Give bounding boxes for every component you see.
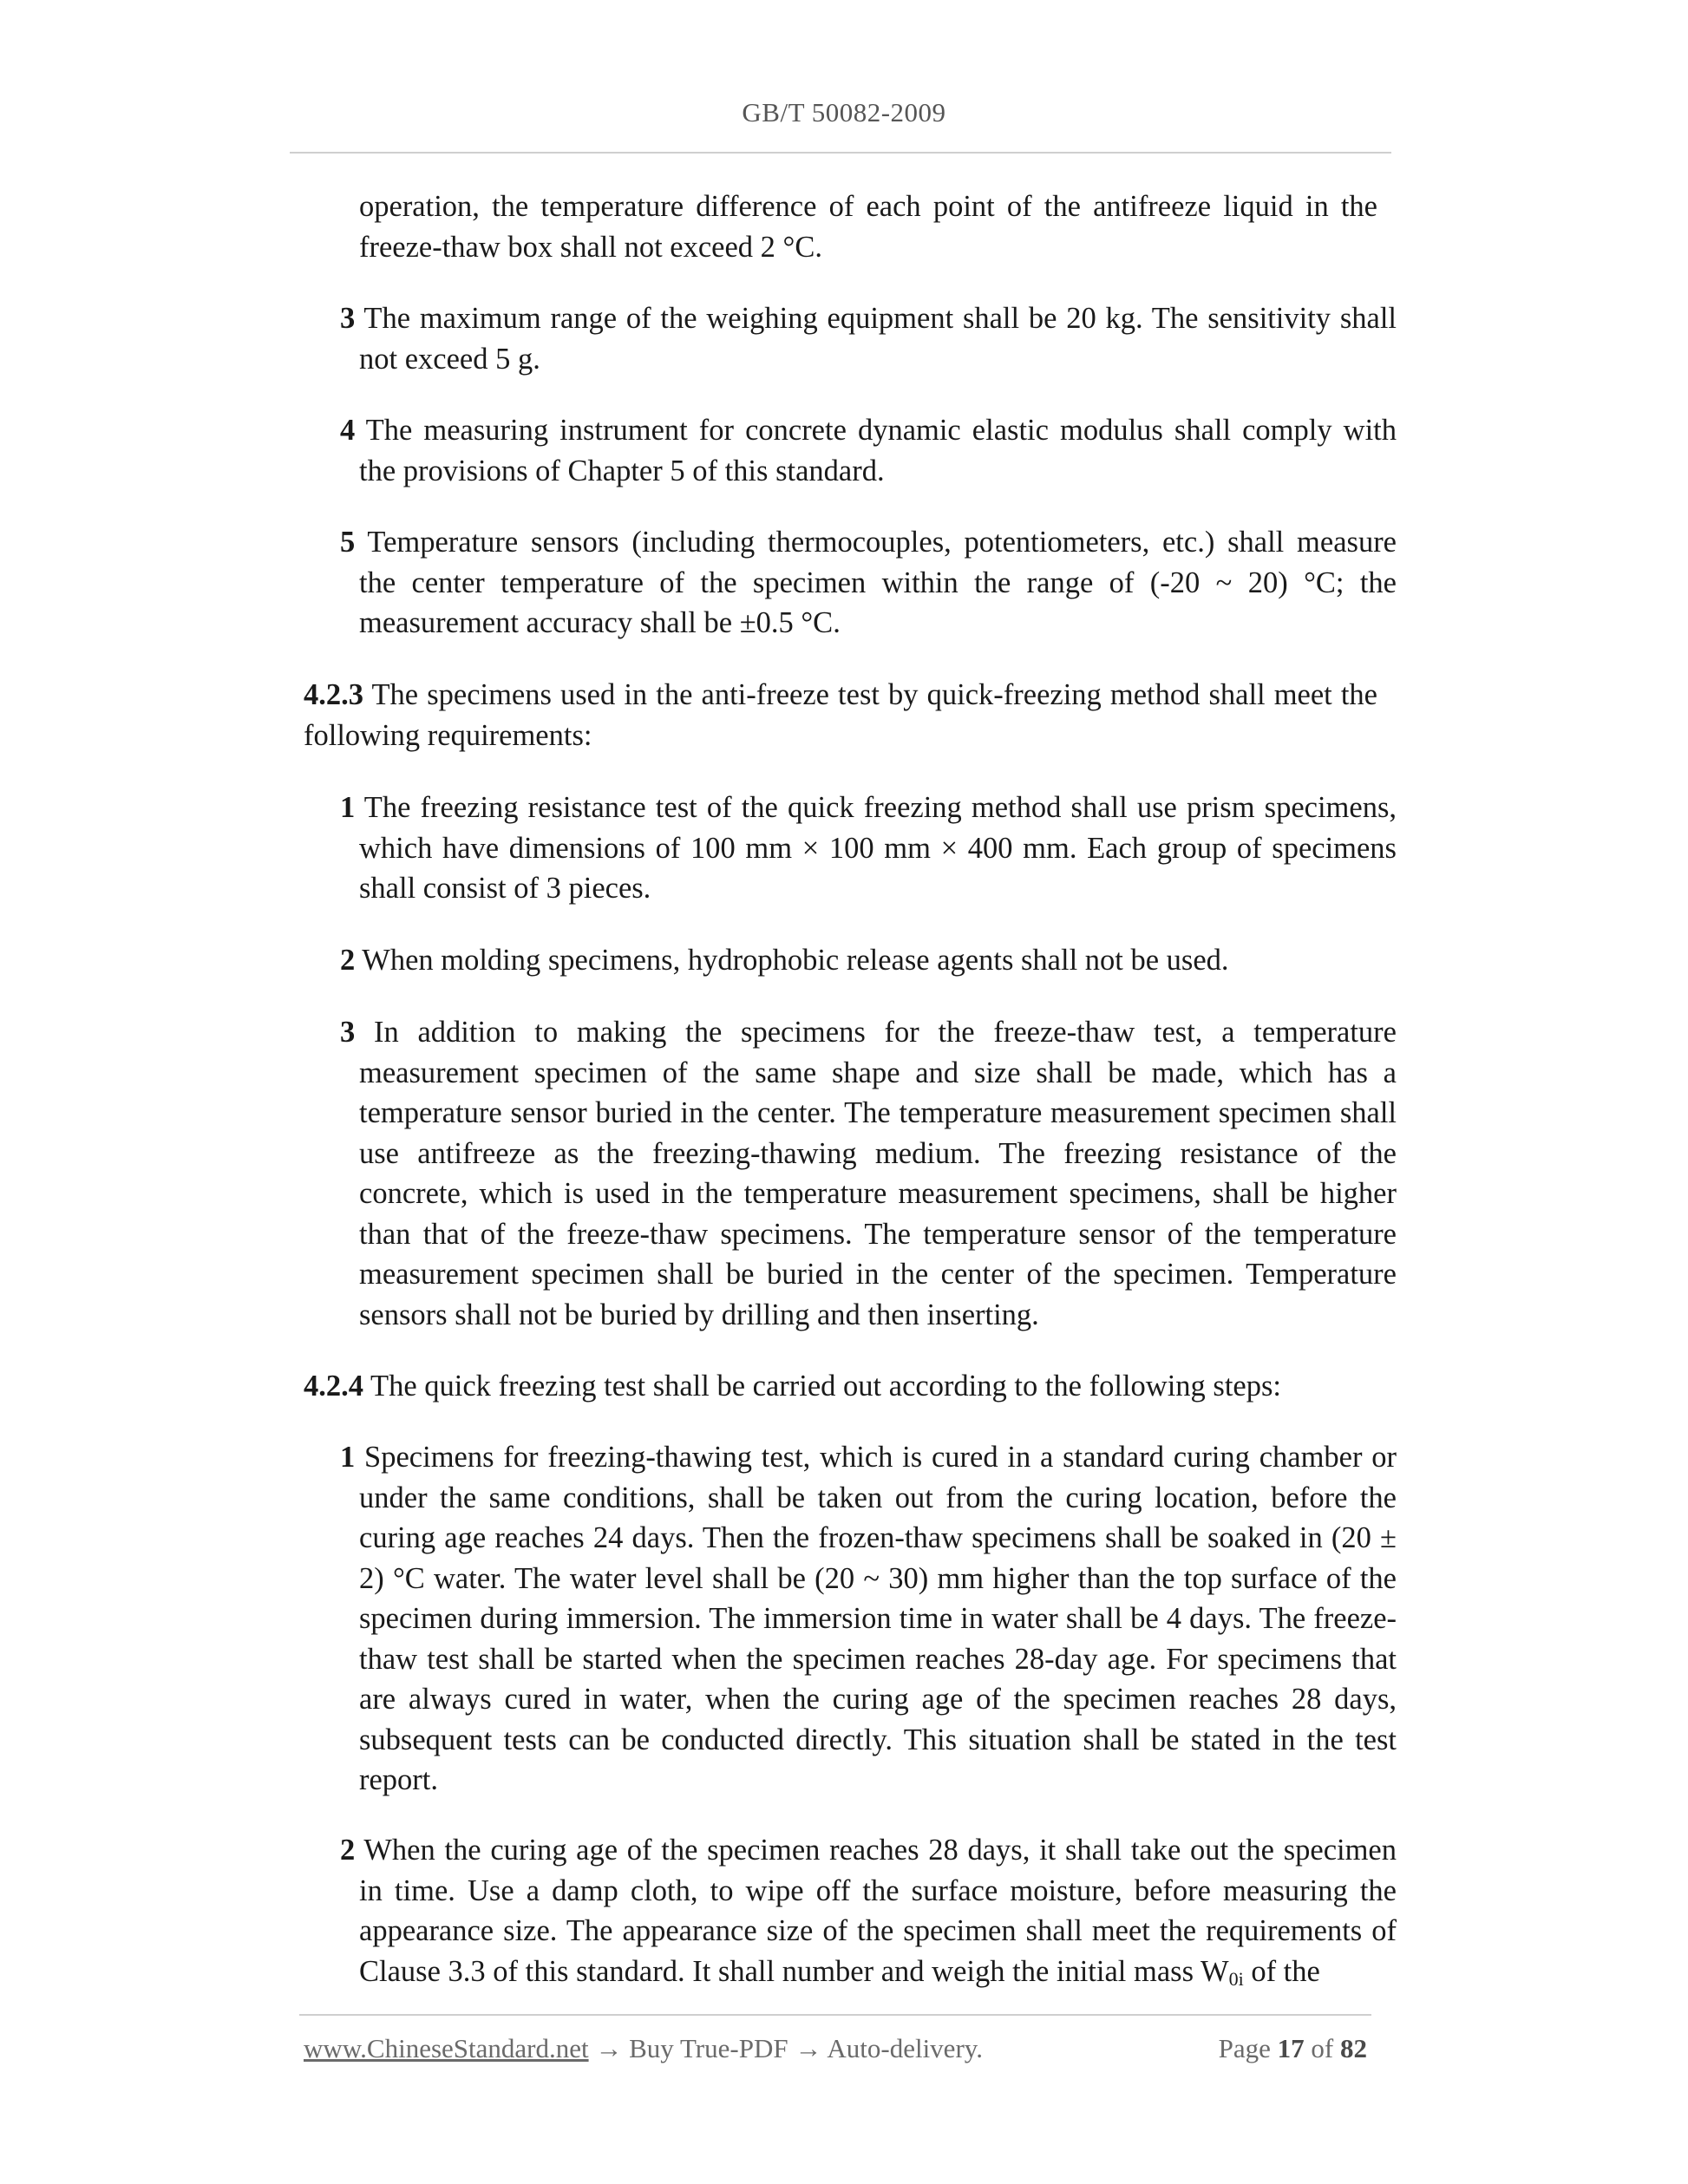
item-number: 2	[340, 1834, 356, 1867]
item-number: 4	[340, 414, 356, 447]
item-number: 5	[340, 526, 356, 559]
paragraph-continuation: operation, the temperature difference of each point of the antifreeze liquid in the freeze-thaw box shall not exceed 2 °C.	[359, 190, 1377, 264]
item-number: 3	[340, 302, 356, 335]
current-page: 17	[1277, 2033, 1305, 2063]
list-item: 2 When molding specimens, hydrophobic release agents shall not be used.	[340, 944, 1229, 977]
list-item: 1 The freezing resistance test of the quick freezing method shall use prism specimens, which have dimensions of 100 mm × 100 mm × 400 mm. Each group of specimens shall consist of 3 pieces.	[340, 791, 1397, 905]
list-item: 5 Temperature sensors (including thermocouples, potentiometers, etc.) shall measure the center temperature of the specimen within the range of (-20 ~ 20) °C; the measurement accuracy shall be ±0.5 °C.	[340, 526, 1397, 639]
page-indicator: Page 17 of 82	[1218, 2033, 1367, 2063]
clause-number: 4.2.3	[304, 678, 363, 711]
list-item: 3 The maximum range of the weighing equipment shall be 20 kg. The sensitivity shall not exceed 5 g.	[340, 302, 1397, 376]
page-footer	[304, 2033, 1372, 2071]
list-item: 3 In addition to making the specimens for the freeze-thaw test, a temperature measurement specimen of the same shape and size shall be made, which has a temperature sensor buried in the center. The temperature measurement specimen shall use antifreeze as the freezing-thawing medium. The freezing resistance of the concrete, which is used in the temperature measurement specimens, shall be higher than that of the freeze-thaw specimens. The temperature sensor of the temperature measurement specimen shall be buried in the center of the specimen. Temperature sensors shall not be buried by drilling and then inserting.	[340, 1016, 1397, 1331]
total-pages: 82	[1340, 2033, 1367, 2063]
subscript: 0i	[1228, 1967, 1244, 1990]
item-number: 1	[340, 791, 356, 824]
clause-paragraph: 4.2.3 The specimens used in the anti-freeze test by quick-freezing method shall meet the following requirements:	[304, 678, 1377, 752]
clause-number: 4.2.4	[304, 1370, 363, 1403]
promo-text: → Buy True-PDF → Auto-delivery.	[588, 2033, 983, 2063]
header-divider	[290, 152, 1391, 154]
clause-paragraph: 4.2.4 The quick freezing test shall be carried out according to the following steps:	[304, 1370, 1281, 1403]
site-link[interactable]: www.ChineseStandard.net	[304, 2033, 589, 2063]
list-item: 4 The measuring instrument for concrete dynamic elastic modulus shall comply with the provisions of Chapter 5 of this standard.	[340, 414, 1397, 487]
footer-divider	[299, 2014, 1371, 2016]
item-number: 3	[340, 1016, 356, 1049]
item-number: 2	[340, 944, 356, 977]
item-number: 1	[340, 1441, 356, 1474]
list-item: 2 When the curing age of the specimen reaches 28 days, it shall take out the specimen in time. Use a damp cloth, to wipe off the surface moisture, before measuring the appearance size. The appearance size of the specimen shall meet the requirements of Clause 3.3 of this standard. It shall number and weigh the initial mass $W_{0i}$ of the	[340, 1834, 1397, 1990]
list-item: 1 Specimens for freezing-thawing test, which is cured in a standard curing chamber or under the same conditions, shall be taken out from the curing location, before the curing age reaches 24 days. Then the frozen-thaw specimens shall be soaked in (20 ± 2) °C water. The water level shall be (20 ~ 30) mm higher than the top surface of the specimen during immersion. The immersion time in water shall be 4 days. The freeze-thaw test shall be started when the specimen reaches 28-day age. For specimens that are always cured in water, when the curing age of the specimen reaches 28 days, subsequent tests can be conducted directly. This situation shall be stated in the test report.	[340, 1441, 1397, 1796]
document-id: GB/T 50082-2009	[742, 97, 946, 128]
